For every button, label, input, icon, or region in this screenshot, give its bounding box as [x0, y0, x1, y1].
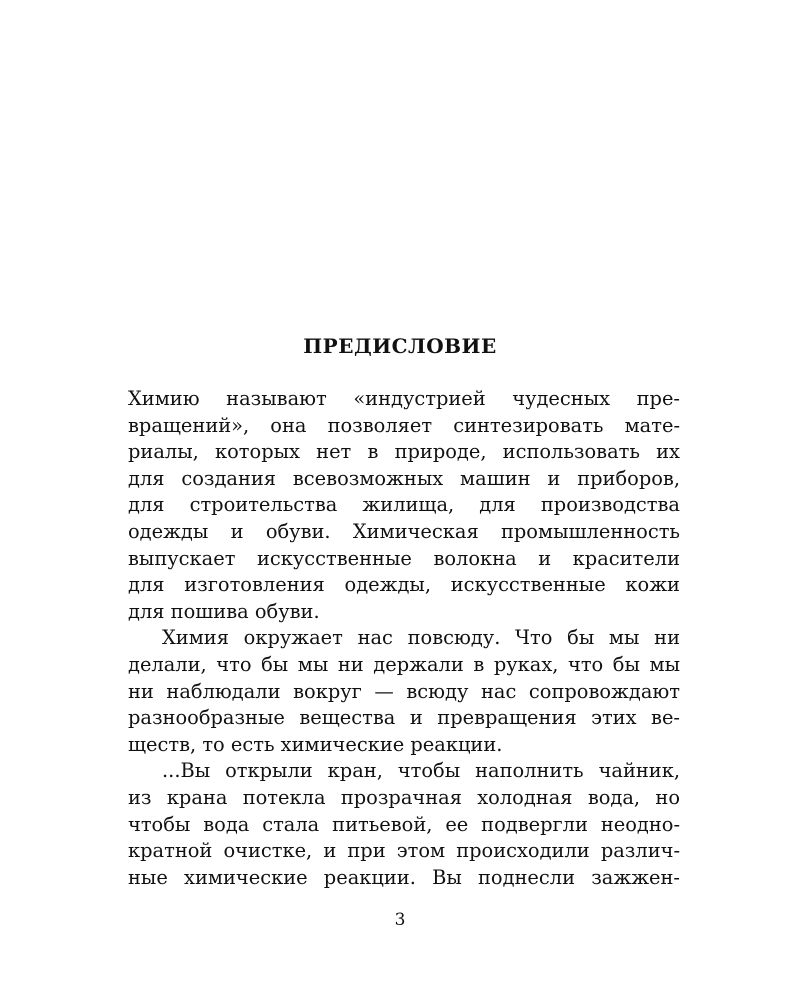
text-line: чтобы вода стала питьевой, ее подвергли неодно-	[128, 812, 680, 836]
text-line: для изготовления одежды, искусственные кожи	[128, 573, 680, 597]
chapter-heading: ПРЕДИСЛОВИЕ	[303, 334, 497, 358]
text-line: ...Вы открыли кран, чтобы наполнить чайник,	[162, 759, 680, 783]
text-line: выпускает искусственные волокна и красители	[128, 546, 680, 570]
text-line: делали, что бы мы ни держали в руках, что бы мы	[128, 652, 680, 676]
text-line: из крана потекла прозрачная холодная вода, но	[128, 785, 680, 809]
text-line: ни наблюдали вокруг — всюду нас сопровождают	[128, 679, 680, 703]
text-line: Химию называют «индустрией чудесных пре-	[128, 387, 680, 410]
text-line: Химия окружает нас повсюду. Что бы мы ни	[162, 626, 680, 650]
text-line: кратной очистке, и при этом происходили различ-	[128, 839, 680, 863]
text-line: для пошива обуви.	[128, 599, 320, 623]
text-line: ществ, то есть химические реакции.	[128, 732, 503, 756]
body-text	[128, 386, 680, 891]
text-line: риалы, которых нет в природе, использовать их	[128, 440, 680, 464]
text-line: для создания всевозможных машин и приборов,	[128, 466, 680, 490]
text-line: ные химические реакции. Вы поднесли зажжен-	[128, 865, 680, 889]
text-line: одежды и обуви. Химическая промышленность	[128, 519, 680, 543]
text-line: разнообразные вещества и превращения этих ве-	[128, 706, 680, 730]
text-line: для строительства жилища, для производства	[128, 493, 680, 517]
page-number: 3	[394, 910, 406, 930]
text-line: вращений», она позволяет синтезировать мате-	[128, 413, 680, 437]
